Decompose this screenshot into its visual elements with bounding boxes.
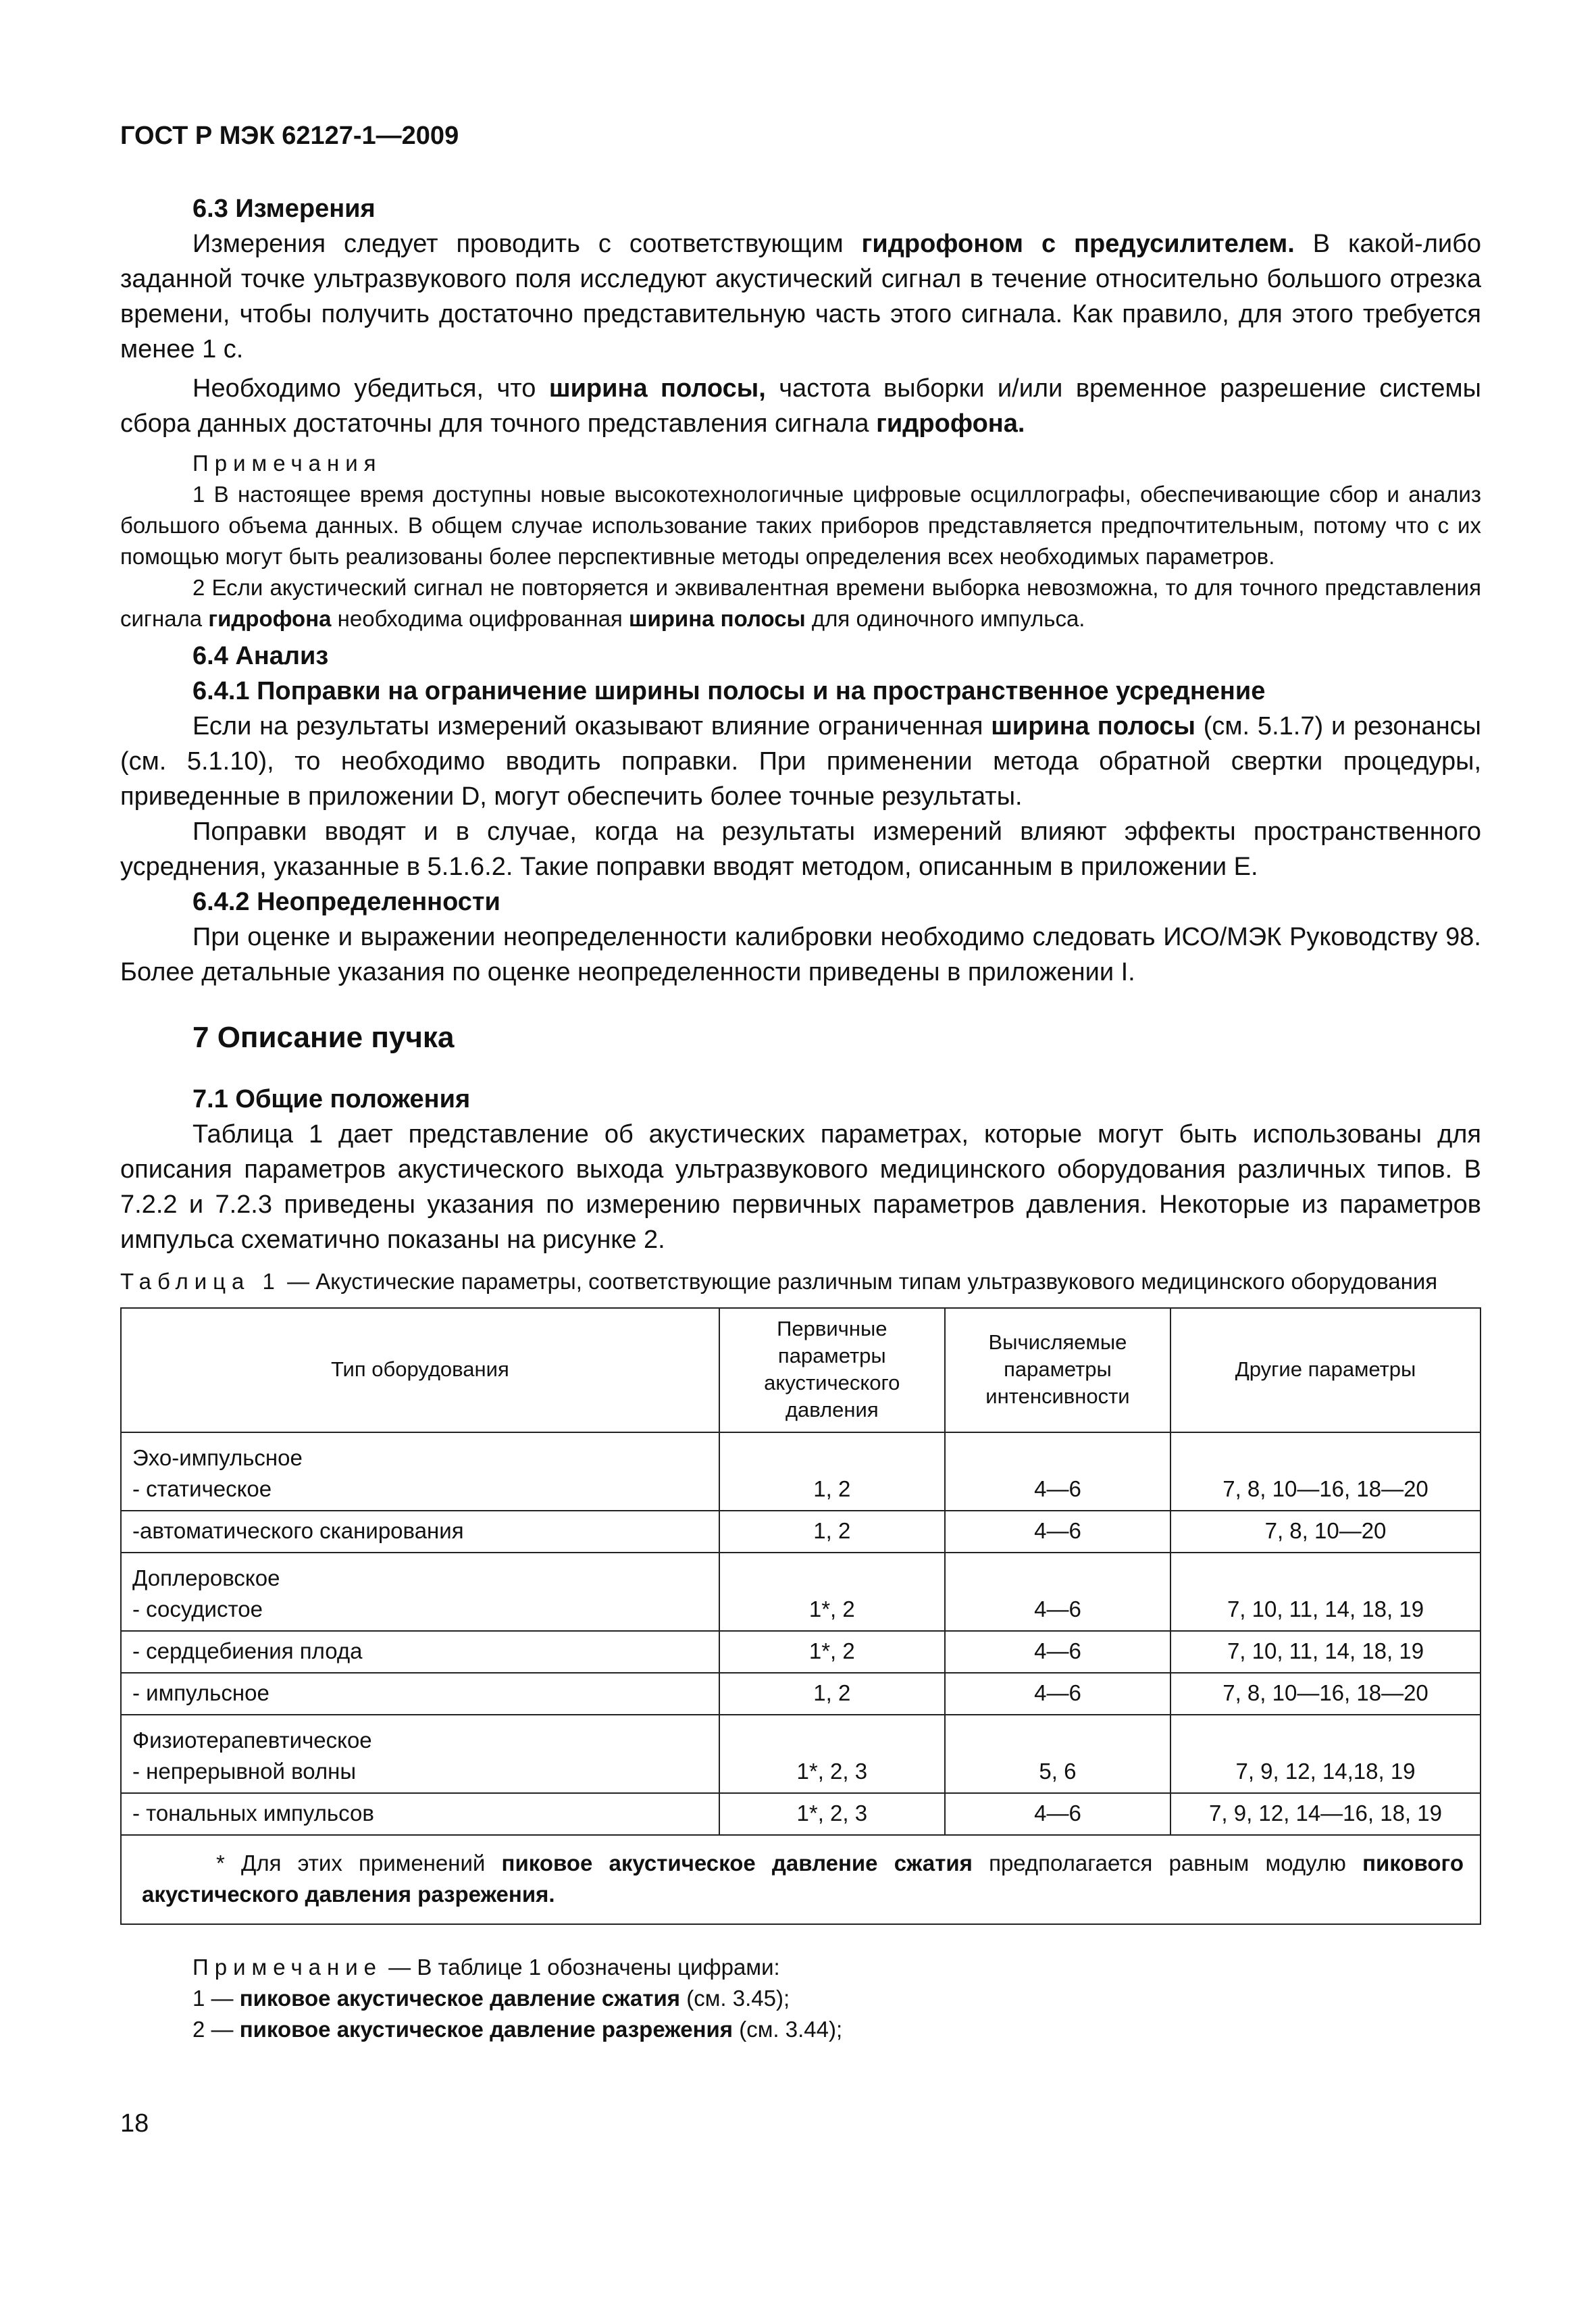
note-2: 2 Если акустический сигнал не повторяется и эквивалентная времени выборка невозможна, то для точного представления сигнала гидрофона необходима оцифрованная ширина полосы для одиночного импульса. [120,575,1481,631]
header-primary-pressure: Первичные параметры акустического давления [719,1308,945,1432]
table-header-row [121,1308,1481,1432]
row-primary: 1, 2 [719,1673,945,1715]
legend-item-2: 2 — пиковое акустическое давление разрежения (см. 3.44); [192,2017,843,2042]
note-1: 1 В настоящее время доступны новые высокотехнологичные цифровые осциллографы, обеспечивающие сбор и анализ большого объема данных. В общем случае использование таких приборов представляется предпочтительным, потому что с их помощью могут быть реализованы более перспективные методы определения всех необходимых параметров. [120,482,1481,569]
s63-paragraph-1: Измерения следует проводить с соответствующим гидрофоном с предусилителем. В какой-либо заданной точке ультразвукового поля исследуют акустический сигнал в течение относительно большого отрезка времени, чтобы получить достаточно представительную часть этого сигнала. Как правило, для этого требуется менее 1 с. [120,230,1481,363]
table-row [121,1673,1481,1715]
table-footnote: * Для этих применений пиковое акустическое давление сжатия предполагается равным модулю пикового акустического давления разрежения. [121,1835,1481,1924]
row-intensity: 4—6 [945,1432,1170,1511]
notes-title: Примечания [192,451,382,476]
s642-paragraph: При оценке и выражении неопределенности калибровки необходимо следовать ИСО/МЭК Руководству 98. Более детальные указания по оценке неопределенности приведены в приложении I. [120,923,1481,986]
row-other: 7, 10, 11, 14, 18, 19 [1170,1553,1481,1631]
row-intensity: 4—6 [945,1631,1170,1673]
section-6-4-1-title: 6.4.1 Поправки на ограничение ширины полосы и на пространственное усреднение [192,677,1266,705]
header-other: Другие параметры [1170,1308,1481,1432]
header-intensity: Вычисляемые параметры интенсивности [945,1308,1170,1432]
row-other: 7, 8, 10—16, 18—20 [1170,1673,1481,1715]
page-number: 18 [120,2109,149,2138]
row-other: 7, 8, 10—16, 18—20 [1170,1432,1481,1511]
row-intensity: 4—6 [945,1793,1170,1835]
row-intensity: 4—6 [945,1553,1170,1631]
row-primary: 1, 2 [719,1511,945,1553]
row-primary: 1, 2 [719,1432,945,1511]
table-row [121,1631,1481,1673]
row-intensity: 5, 6 [945,1715,1170,1793]
table-row [121,1793,1481,1835]
section-7-title: 7 Описание пучка [192,1021,455,1054]
row-other: 7, 10, 11, 14, 18, 19 [1170,1631,1481,1673]
legend-item-1: 1 — пиковое акустическое давление сжатия (см. 3.45); [192,1986,790,2011]
row-type: - тональных импульсов [121,1793,719,1835]
row-intensity: 4—6 [945,1511,1170,1553]
table-row [121,1715,1481,1793]
row-type: Физиотерапевтическое - непрерывной волны [121,1715,719,1793]
row-primary: 1*, 2 [719,1631,945,1673]
row-type: -автоматического сканирования [121,1511,719,1553]
row-type: - сердцебиения плода [121,1631,719,1673]
section-7-1-title: 7.1 Общие положения [192,1085,471,1113]
table-row [121,1432,1481,1511]
table-caption: Таблица 1 — Акустические параметры, соответствующие различным типам ультразвукового медицинского оборудования [120,1269,1438,1294]
section-6-3-title: 6.3 Измерения [192,195,376,223]
acoustic-parameters-table [120,1307,1481,1925]
section-6-4-title: 6.4 Анализ [192,642,329,670]
row-other: 7, 8, 10—20 [1170,1511,1481,1553]
row-type: Эхо-импульсное - статическое [121,1432,719,1511]
legend-title: Примечание — В таблице 1 обозначены цифрами: [192,1955,780,1980]
section-6-4-2-title: 6.4.2 Неопределенности [192,888,500,916]
s63-notes [120,448,1481,634]
table-row [121,1511,1481,1553]
s641-paragraph-2: Поправки вводят и в случае, когда на результаты измерений влияют эффекты пространственного усреднения, указанные в 5.1.6.2. Такие поправки вводят методом, описанным в приложении Е. [120,818,1481,881]
table-footnote-row [121,1835,1481,1924]
document-header: ГОСТ Р МЭК 62127-1—2009 [120,122,459,150]
table-row [121,1553,1481,1631]
table-legend [120,1952,1481,2045]
row-type: - импульсное [121,1673,719,1715]
row-other: 7, 9, 12, 14,18, 19 [1170,1715,1481,1793]
row-primary: 1*, 2, 3 [719,1793,945,1835]
row-primary: 1*, 2 [719,1553,945,1631]
row-other: 7, 9, 12, 14—16, 18, 19 [1170,1793,1481,1835]
s71-paragraph: Таблица 1 дает представление об акустических параметрах, которые могут быть использованы для описания параметров акустического выхода ультразвукового медицинского оборудования различных типов. В 7.2.2 и 7.2.3 приведены указания по измерению первичных параметров давления. Некоторые из параметров импульса схематично показаны на рисунке 2. [120,1120,1481,1254]
s641-paragraph-1: Если на результаты измерений оказывают влияние ограниченная ширина полосы (см. 5.1.7) и резонансы (см. 5.1.10), то необходимо вводить поправки. При применении метода обратной свертки процедуры, приведенные в приложении D, могут обеспечить более точные результаты. [120,712,1481,811]
s63-paragraph-2: Необходимо убедиться, что ширина полосы, частота выборки и/или временное разрешение системы сбора данных достаточны для точного представления сигнала гидрофона. [120,374,1481,438]
header-equipment-type: Тип оборудования [121,1308,719,1432]
row-intensity: 4—6 [945,1673,1170,1715]
row-primary: 1*, 2, 3 [719,1715,945,1793]
row-type: Доплеровское - сосудистое [121,1553,719,1631]
